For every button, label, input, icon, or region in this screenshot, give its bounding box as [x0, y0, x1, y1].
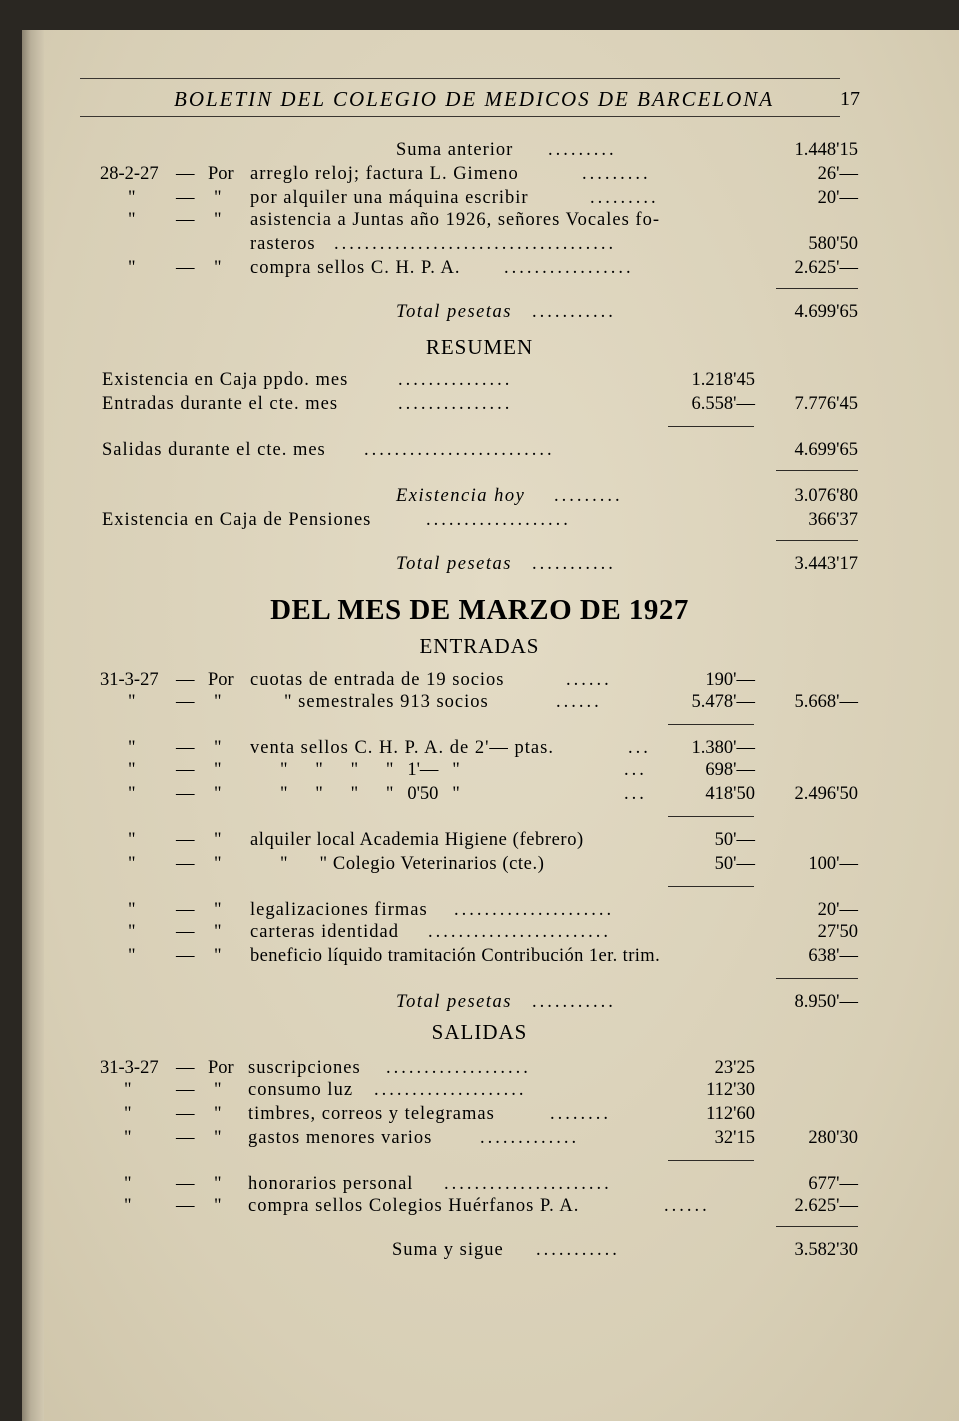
sum-rule: [668, 1160, 754, 1161]
running-header: [80, 52, 860, 116]
row-date: ": [124, 1174, 132, 1194]
row-dash: —: [176, 946, 195, 966]
total-row: Total pesetas ........... 4.699'65: [396, 302, 858, 322]
ledger-row: " — " venta sellos C. H. P. A. de 2'— ptas. ... 1.380'—: [128, 738, 755, 758]
sum-rule: [776, 470, 858, 471]
entradas-heading: ENTRADAS: [419, 634, 540, 658]
ledger-row: [0, 210, 959, 234]
ledger-row: " — " compra sellos Colegios Huérfanos P. A. ...... 2.625'—: [124, 1196, 858, 1216]
row-date: ": [128, 830, 136, 850]
row-date: 31-3-27: [100, 1058, 159, 1078]
suma-sigue-row: Suma y sigue ........... 3.582'30: [392, 1240, 858, 1260]
row-date: ": [128, 738, 136, 758]
resumen-heading: RESUMEN: [425, 335, 534, 359]
row-date: ": [128, 760, 136, 780]
row-description: por alquiler una máquina escribir: [250, 188, 529, 208]
row-description: asistencia a Juntas año 1926, señores Vocales fo-: [250, 210, 661, 230]
row-lead: ": [214, 946, 222, 966]
row-date: ": [128, 210, 136, 230]
row-dash: —: [176, 188, 195, 208]
sum-rule: [776, 540, 858, 541]
row-date: ": [128, 784, 136, 804]
row-lead: ": [214, 738, 222, 758]
suma-sigue-label: Suma y sigue: [392, 1240, 504, 1260]
ledger-row: " — " " " " " 0'50 " ... 418'50 2.496'50: [128, 784, 858, 804]
row-dash: —: [176, 738, 195, 758]
resumen-amount: 1.218'45: [691, 370, 755, 390]
sum-rule: [776, 288, 858, 289]
total-amount: 3.443'17: [794, 554, 858, 574]
ledger-row: " — " consumo luz .................... 112'30: [124, 1080, 755, 1100]
row-lead: ": [214, 1104, 222, 1124]
row-amount: 112'30: [706, 1080, 755, 1100]
row-description: carteras identidad: [250, 922, 399, 942]
ledger-row: 28-2-27 — Por arreglo reloj; factura L. Gimeno ......... 26'—: [100, 164, 858, 184]
ledger-row: " — " " semestrales 913 socios ...... 5.478'— 5.668'—: [128, 692, 858, 712]
sum-rule: [668, 724, 754, 725]
row-description: timbres, correos y telegramas: [248, 1104, 495, 1124]
total-row: Total pesetas ........... 3.443'17: [396, 554, 858, 574]
ledger-row: " — " " " " " 1'— " ... 698'—: [128, 760, 755, 780]
row-dash: —: [176, 1174, 195, 1194]
row-amount: 23'25: [714, 1058, 755, 1078]
row-lead: ": [214, 258, 222, 278]
resumen-amount: 6.558'—: [691, 394, 755, 414]
resumen-amount: 366'37: [808, 510, 858, 530]
row-date: ": [128, 922, 136, 942]
header-rule-top: [80, 78, 840, 79]
row-lead: ": [214, 854, 222, 874]
row-lead: Por: [208, 670, 234, 690]
row-date: ": [128, 692, 136, 712]
row-dash: —: [176, 900, 195, 920]
resumen-label: Existencia en Caja ppdo. mes: [102, 370, 349, 390]
row-amount: 20'—: [817, 188, 858, 208]
row-date: ": [128, 946, 136, 966]
resumen-row: Existencia en Caja de Pensiones ................... 366'37: [102, 510, 858, 530]
ledger-row: " — " compra sellos C. H. P. A. ................. 2.625'—: [128, 258, 858, 278]
total-amount: 8.950'—: [794, 992, 858, 1012]
row-dash: —: [176, 258, 195, 278]
row-amount: 26'—: [817, 164, 858, 184]
row-description: compra sellos C. H. P. A.: [250, 258, 461, 278]
row-lead: ": [214, 1196, 222, 1216]
month-heading: DEL MES DE MARZO DE 1927: [270, 594, 689, 626]
row-dash: —: [176, 1104, 195, 1124]
sum-rule: [668, 816, 754, 817]
row-description: beneficio líquido tramitación Contribución 1er. trim.: [250, 946, 661, 966]
row-description: compra sellos Colegios Huérfanos P. A.: [248, 1196, 580, 1216]
sum-rule: [668, 886, 754, 887]
row-lead: ": [214, 692, 222, 712]
row-lead: ": [214, 188, 222, 208]
row-date: 28-2-27: [100, 164, 159, 184]
row-dash: —: [176, 830, 195, 850]
row-amount: 32'15: [714, 1128, 755, 1148]
row-dash: —: [176, 164, 195, 184]
row-amount: 1.380'—: [691, 738, 755, 758]
ledger-row: " — " carteras identidad ........................ 27'50: [128, 922, 858, 942]
row-dash: —: [176, 1080, 195, 1100]
row-dash: —: [176, 692, 195, 712]
total-amount: 4.699'65: [794, 302, 858, 322]
resumen-label: Salidas durante el cte. mes: [102, 440, 326, 460]
row-lead: ": [214, 210, 222, 230]
total-row: Total pesetas ........... 8.950'—: [396, 992, 858, 1012]
salidas-heading: SALIDAS: [431, 1020, 528, 1044]
row-lead: ": [214, 1080, 222, 1100]
total-label: Total pesetas: [396, 302, 512, 322]
row-description: alquiler local Academia Higiene (febrero): [250, 830, 584, 850]
row-amount: 638'—: [808, 946, 858, 966]
row-date: ": [128, 854, 136, 874]
row-description-continuation: rasteros: [250, 234, 316, 254]
ledger-row: " — " por alquiler una máquina escribir ......... 20'—: [128, 188, 858, 208]
row-date: ": [124, 1080, 132, 1100]
row-lead: ": [214, 760, 222, 780]
row-amount: 418'50: [705, 784, 755, 804]
sum-rule: [776, 978, 858, 979]
row-lead: Por: [208, 1058, 234, 1078]
row-description: arreglo reloj; factura L. Gimeno: [250, 164, 519, 184]
row-lead: ": [214, 900, 222, 920]
row-amount: 112'60: [706, 1104, 755, 1124]
total-label: Total pesetas: [396, 992, 512, 1012]
row-sum: 5.668'—: [794, 692, 858, 712]
ledger-row: 31-3-27 — Por cuotas de entrada de 19 socios ...... 190'—: [100, 670, 755, 690]
resumen-row: Entradas durante el cte. mes ............... 6.558'— 7.776'45: [102, 394, 858, 414]
resumen-label: Existencia hoy: [396, 486, 526, 506]
header-rule-bottom: [80, 116, 840, 117]
row-date: 31-3-27: [100, 670, 159, 690]
row-description: cuotas de entrada de 19 socios: [250, 670, 505, 690]
row-date: ": [128, 900, 136, 920]
row-description: legalizaciones firmas: [250, 900, 428, 920]
page-number: 17: [840, 88, 860, 110]
suma-anterior-row: Suma anterior ......... 1.448'15: [396, 140, 858, 160]
row-amount: 50'—: [714, 830, 755, 850]
suma-anterior-label: Suma anterior: [396, 140, 514, 160]
row-amount: 2.625'—: [794, 258, 858, 278]
row-description: " " " " 0'50 ": [280, 784, 460, 804]
row-description: consumo luz: [248, 1080, 354, 1100]
row-amount: 50'—: [714, 854, 755, 874]
ledger-row: [0, 854, 959, 878]
resumen-label: Entradas durante el cte. mes: [102, 394, 339, 414]
row-amount: 2.625'—: [794, 1196, 858, 1216]
row-amount: 20'—: [817, 900, 858, 920]
suma-sigue-amount: 3.582'30: [794, 1240, 858, 1260]
row-amount: 698'—: [705, 760, 755, 780]
row-lead: ": [214, 1174, 222, 1194]
resumen-amount: 3.076'80: [794, 486, 858, 506]
row-lead: Por: [208, 164, 234, 184]
row-lead: ": [214, 922, 222, 942]
ledger-row: " — " legalizaciones firmas ..................... 20'—: [128, 900, 858, 920]
row-date: ": [128, 258, 136, 278]
ledger-row-continuation: rasteros ..................................... 580'50: [250, 234, 858, 254]
row-dash: —: [176, 210, 195, 230]
row-amount: 27'50: [817, 922, 858, 942]
journal-title: BOLETIN DEL COLEGIO DE MEDICOS DE BARCELONA: [174, 87, 775, 111]
sum-rule: [668, 426, 754, 427]
row-description: " semestrales 913 socios: [284, 692, 489, 712]
row-amount: 190'—: [705, 670, 755, 690]
row-description: venta sellos C. H. P. A. de 2'— ptas.: [250, 738, 554, 758]
row-lead: ": [214, 784, 222, 804]
row-lead: ": [214, 830, 222, 850]
row-description: " " Colegio Veterinarios (cte.): [280, 854, 545, 874]
row-description: honorarios personal: [248, 1174, 414, 1194]
row-dash: —: [176, 1196, 195, 1216]
row-dash: —: [176, 922, 195, 942]
resumen-label: Existencia en Caja de Pensiones: [102, 510, 372, 530]
resumen-sum: 7.776'45: [794, 394, 858, 414]
row-description: suscripciones: [248, 1058, 361, 1078]
row-date: ": [124, 1128, 132, 1148]
row-description: gastos menores varios: [248, 1128, 433, 1148]
ledger-row: [0, 830, 959, 854]
row-dash: —: [176, 1058, 195, 1078]
ledger-row: 31-3-27 — Por suscripciones ................... 23'25: [100, 1058, 755, 1078]
ledger-row: " — " timbres, correos y telegramas ........ 112'60: [124, 1104, 755, 1124]
ledger-row: " — " honorarios personal ...................... 677'—: [124, 1174, 858, 1194]
row-dash: —: [176, 760, 195, 780]
resumen-amount: 4.699'65: [794, 440, 858, 460]
total-label: Total pesetas: [396, 554, 512, 574]
row-date: ": [124, 1196, 132, 1216]
row-description: " " " " 1'— ": [280, 760, 460, 780]
row-lead: ": [214, 1128, 222, 1148]
row-date: ": [128, 188, 136, 208]
row-dash: —: [176, 784, 195, 804]
resumen-row: Existencia en Caja ppdo. mes ............... 1.218'45: [102, 370, 755, 390]
ledger-row: [0, 946, 959, 970]
row-sum: 100'—: [808, 854, 858, 874]
resumen-row: Existencia hoy ......... 3.076'80: [396, 486, 858, 506]
row-amount: 677'—: [808, 1174, 858, 1194]
row-date: ": [124, 1104, 132, 1124]
row-sum: 280'30: [808, 1128, 858, 1148]
resumen-row: Salidas durante el cte. mes ......................... 4.699'65: [102, 440, 858, 460]
row-dash: —: [176, 670, 195, 690]
ledger-row: " — " gastos menores varios ............. 32'15 280'30: [124, 1128, 858, 1148]
suma-anterior-amount: 1.448'15: [794, 140, 858, 160]
row-dash: —: [176, 854, 195, 874]
row-dash: —: [176, 1128, 195, 1148]
row-amount: 580'50: [808, 234, 858, 254]
sum-rule: [776, 1226, 858, 1227]
row-sum: 2.496'50: [794, 784, 858, 804]
row-amount: 5.478'—: [691, 692, 755, 712]
